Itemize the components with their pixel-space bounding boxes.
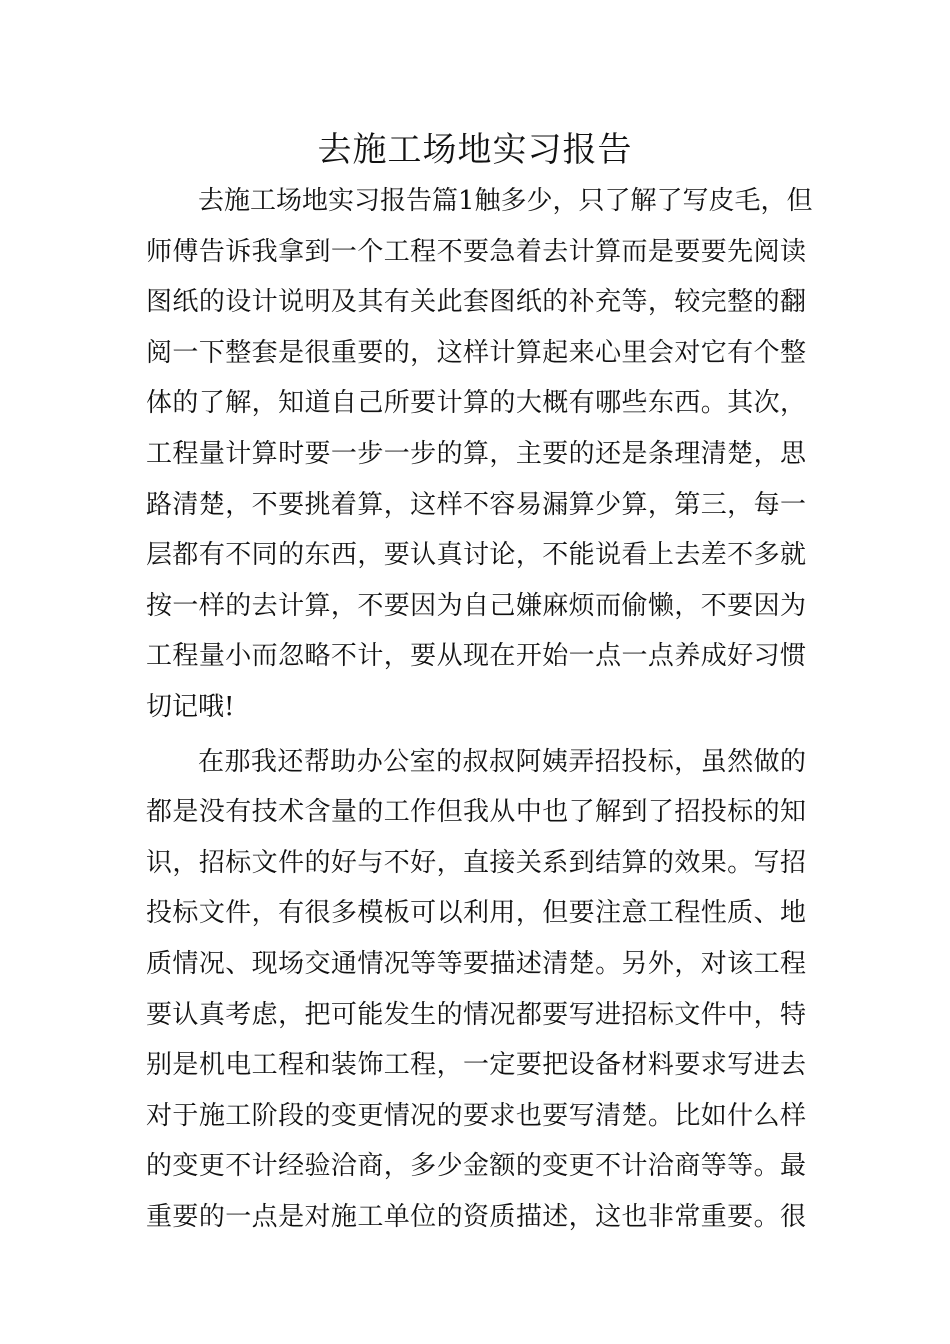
document-body	[146, 176, 813, 1242]
paragraph-1	[146, 176, 813, 733]
text-line: 质情况、现场交通情况等等要描述清楚。另外，对该工程	[146, 948, 806, 979]
text-line: 体的了解，知道自己所要计算的大概有哪些东西。其次，	[146, 388, 806, 419]
text-line: 师傅告诉我拿到一个工程不要急着去计算而是要要先阅读	[146, 236, 806, 267]
text-line: 别是机电工程和装饰工程，一定要把设备材料要求写进去	[146, 1050, 806, 1081]
text-line: 在那我还帮助办公室的叔叔阿姨弄招投标，虽然做的	[198, 746, 806, 777]
text-line: 去施工场地实习报告篇1触多少，只了解了写皮毛，但	[198, 186, 813, 216]
text-line: 对于施工阶段的变更情况的要求也要写清楚。比如什么样	[146, 1100, 806, 1131]
text-line: 路清楚，不要挑着算，这样不容易漏算少算，第三，每一	[146, 489, 806, 520]
paragraph-2	[146, 737, 806, 1243]
text-line: 图纸的设计说明及其有关此套图纸的补充等，较完整的翻	[146, 287, 806, 318]
text-line: 投标文件，有很多模板可以利用，但要注意工程性质、地	[146, 898, 806, 929]
text-line: 都是没有技术含量的工作但我从中也了解到了招投标的知	[146, 797, 806, 828]
text-line: 的变更不计经验洽商，多少金额的变更不计洽商等等。最	[146, 1151, 806, 1182]
text-line: 工程量小而忽略不计，要从现在开始一点一点养成好习惯	[146, 641, 806, 672]
text-line: 重要的一点是对施工单位的资质描述，这也非常重要。很	[146, 1201, 806, 1232]
text-line: 切记哦!	[146, 691, 235, 722]
text-line: 识，招标文件的好与不好，直接关系到结算的效果。写招	[146, 847, 806, 878]
text-line: 要认真考虑，把可能发生的情况都要写进招标文件中，特	[146, 999, 806, 1030]
text-line: 层都有不同的东西，要认真讨论，不能说看上去差不多就	[146, 540, 806, 571]
text-line: 工程量计算时要一步一步的算，主要的还是条理清楚，思	[146, 438, 806, 469]
text-line: 阅一下整套是很重要的，这样计算起来心里会对它有个整	[146, 337, 806, 368]
text-line: 按一样的去计算，不要因为自己嫌麻烦而偷懒，不要因为	[146, 590, 806, 621]
document-title: 去施工场地实习报告	[317, 130, 633, 170]
